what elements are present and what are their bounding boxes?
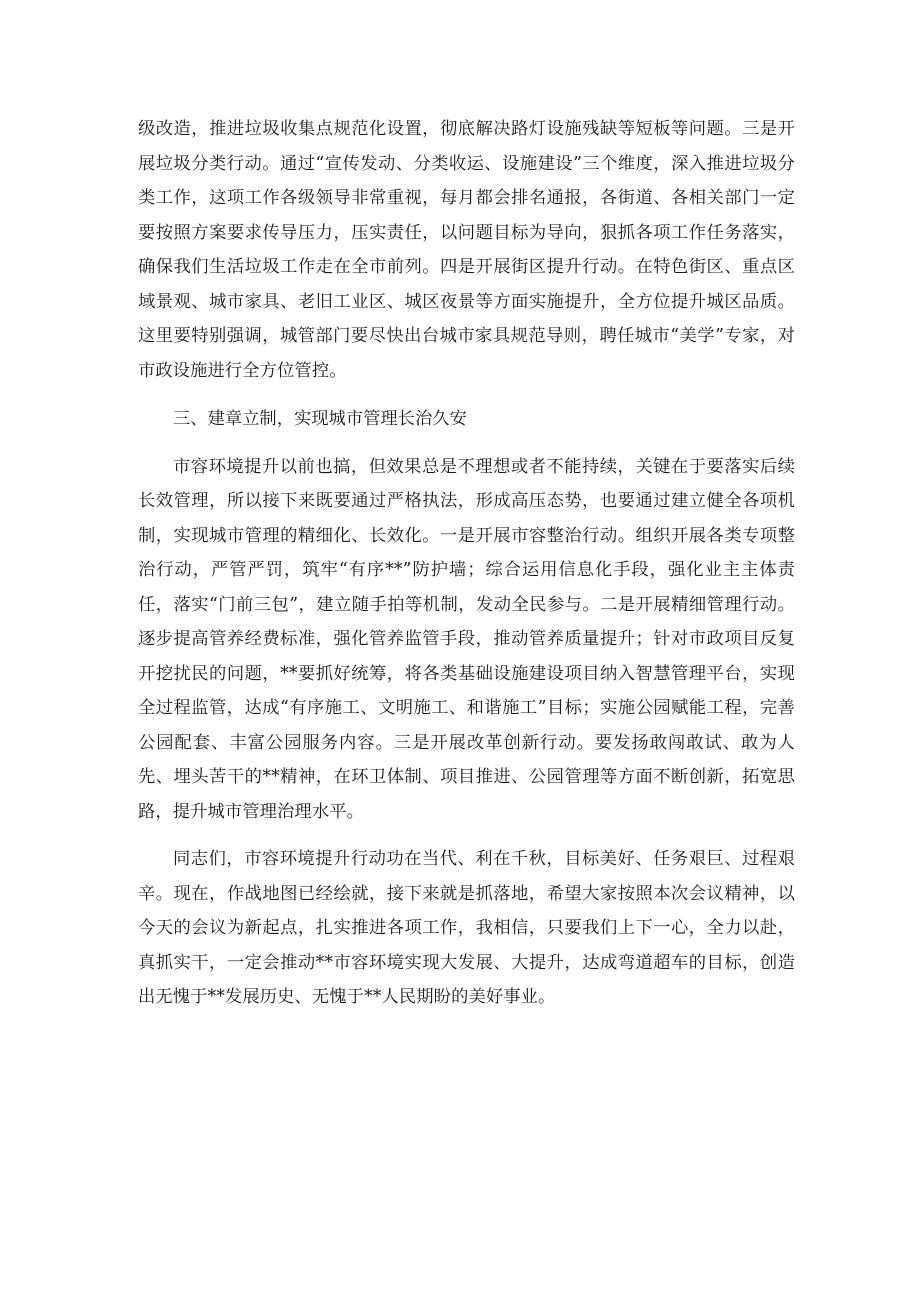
paragraph-continuation: 级改造，推进垃圾收集点规范化设置，彻底解决路灯设施残缺等短板等问题。三是开展垃圾分类行动。通过“宣传发动、分类收运、设施建设”三个维度，深入推进垃圾分类工作，这项工作各级领导非常重视，每月都会排名通报，各街道、各相关部门一定要按照方案要求传导压力，压实责任，以问题目标为导向，狠抓各项工作任务落实，确保我们生活垃圾工作走在全市前列。四是开展街区提升行动。在特色街区、重点区域景观、城市家具、老旧工业区、城区夜景等方面实施提升，全方位提升城区品质。这里要特别强调，城管部门要尽快出台城市家具规范导则，聘任城市“美学”专家，对市政设施进行全方位管控。: [138, 119, 795, 381]
section-heading-3: 三、建章立制，实现城市管理长治久安: [173, 409, 467, 429]
paragraph-closing: 同志们，市容环境提升行动功在当代、利在千秋，目标美好、任务艰巨、过程艰辛。现在，作战地图已经绘就，接下来就是抓落地，希望大家按照本次会议精神，以今天的会议为新起点，扎实推进各项工作，我相信，只要我们上下一心，全力以赴，真抓实干，一定会推动**市容环境实现大发展、大提升，达成弯道超车的目标，创造出无愧于**发展历史、无愧于**人民期盼的美好事业。: [138, 849, 795, 1007]
paragraph-section-3-body: 市容环境提升以前也搞，但效果总是不理想或者不能持续，关键在于要落实后续长效管理，所以接下来既要通过严格执法，形成高压态势，也要通过建立健全各项机制，实现城市管理的精细化、长效化。一是开展市容整治行动。组织开展各类专项整治行动，严管严罚，筑牢“有序**”防护墙；综合运用信息化手段，强化业主主体责任，落实“门前三包”，建立随手拍等机制，发动全民参与。二是开展精细管理行动。逐步提高管养经费标准，强化管养监管手段，推动管养质量提升；针对市政项目反复开挖扰民的问题，**要抓好统筹，将各类基础设施建设项目纳入智慧管理平台，实现全过程监管，达成“有序施工、文明施工、和谐施工”目标；实施公园赋能工程，完善公园配套、丰富公园服务内容。三是开展改革创新行动。要发扬敢闯敢试、敢为人先、埋头苦干的**精神，在环卫体制、项目推进、公园管理等方面不断创新，拓宽思路，提升城市管理治理水平。: [138, 456, 795, 822]
document-page: [138, 112, 795, 1015]
